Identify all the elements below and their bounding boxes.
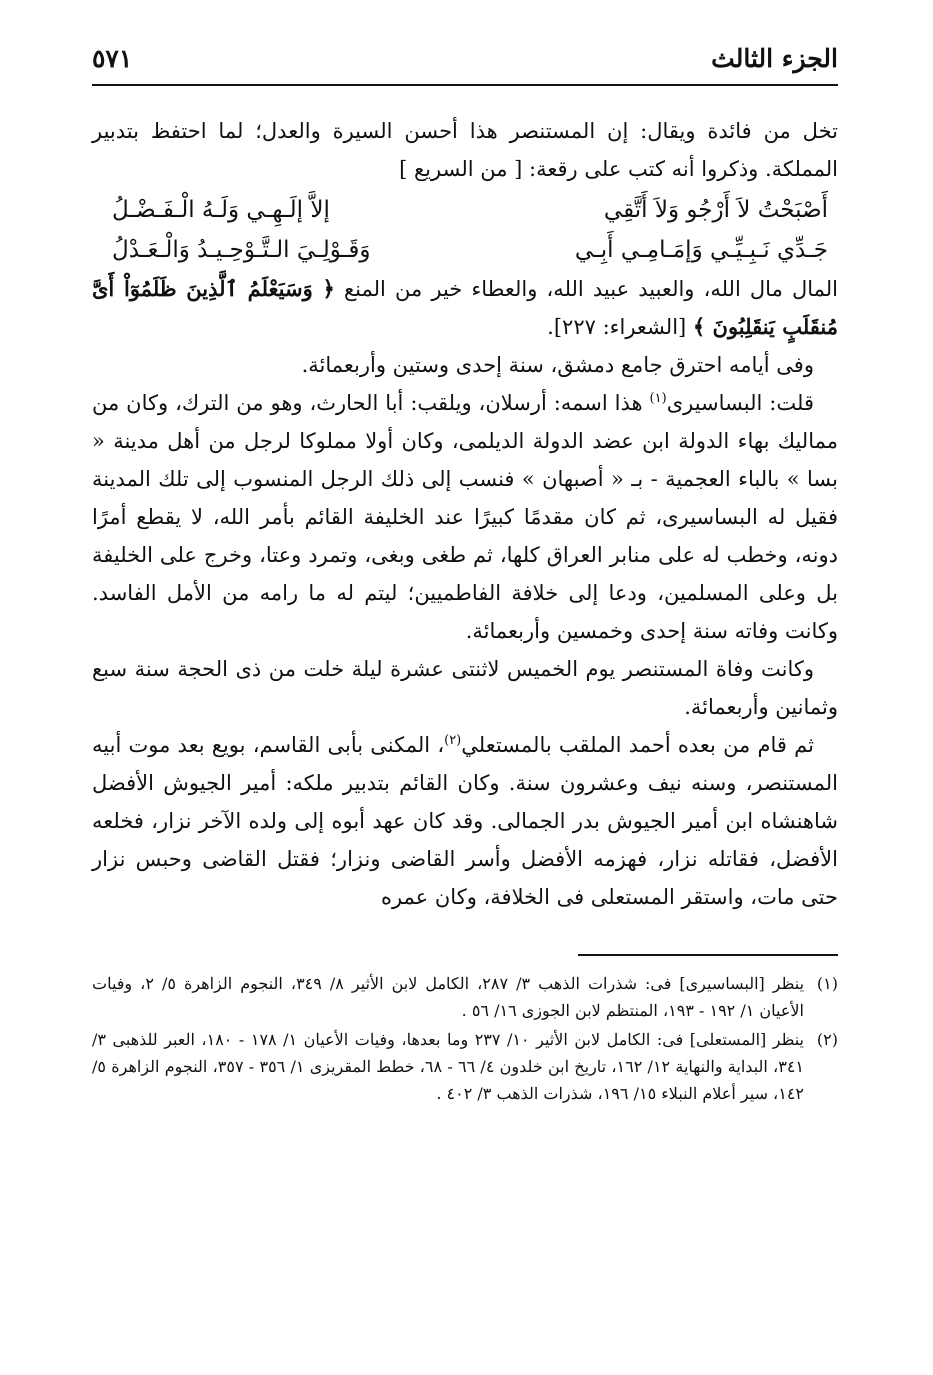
paragraph-6-start: ثم قام من بعده أحمد الملقب بالمستعلي xyxy=(461,733,814,757)
hemistich-2a: جَـدِّي نَـبِـيِّـي وَإمَـامِـي أَبِـي xyxy=(574,237,828,263)
paragraph-4-start: قلت: البساسيرى xyxy=(666,391,814,415)
main-text xyxy=(92,112,838,916)
paragraph-2 xyxy=(92,270,838,346)
running-title: الجزء الثالث xyxy=(711,44,838,73)
paragraph-4 xyxy=(92,384,838,650)
paragraph-5: وكانت وفاة المستنصر يوم الخميس لاثنتى عشرة ليلة خلت من ذى الحجة سنة سبع وثمانين وأربعمائة. xyxy=(92,657,838,719)
hemistich-2b: وَقَـوْلِـيَ الـتَّـوْحِـيـدُ وَالْـعَـدْلُ xyxy=(112,237,371,263)
footnote-text: ينظر [البساسيرى] فى: شذرات الذهب ٣/ ٢٨٧، الكامل لابن الأثير ٨/ ٣٤٩، النجوم الزاهرة ٥/ ٢، وفيات الأعيان ١/ ١٩٢ - ١٩٣، المنتظم لابن الجوزى ١٦/ ٥٦ . xyxy=(92,974,805,1020)
footnote-number: (١) xyxy=(816,974,838,993)
footnote-number: (٢) xyxy=(816,1030,838,1049)
paragraph-4-rest: هذا اسمه: أرسلان، ويلقب: أبا الحارث، وهو من الترك، وكان من مماليك بهاء الدولة ابن عضد الدولة الديلمى، وكان أولا مملوكا لرجل من أهل مدينة « بسا » بالباء العجمية - بـ « أصبهان » فنسب إلى ذلك الرجل المنسوب إلى تلك المدينة فقيل له البساسيرى، ثم كان مقدمًا كبيرًا عند الخليفة القائم بأمر الله، لا يقطع أمرًا دونه، وخطب له على منابر العراق كلها، ثم طغى وبغى، وتمرد وعتا، وخرج على الخليفة بل وعلى المسلمين، ودعا إلى خلافة الفاطميين؛ ليتم له ما رامه من الأمل الفاسد. وكانت وفاته سنة إحدى وخمسين وأربعمائة. xyxy=(92,391,838,643)
poem-verse xyxy=(92,190,838,270)
quran-quote: ﴿ وَسَيَعْلَمُ ٱلَّذِينَ ظَلَمُوٓاْ أَىَّ مُنقَلَبٍ يَنقَلِبُونَ ﴾ xyxy=(92,276,838,339)
footnote-1 xyxy=(92,970,838,1024)
footnote-ref-2[interactable]: (٢) xyxy=(444,733,462,748)
page-number: ٥٧١ xyxy=(92,44,133,73)
hemistich-1a: أَصْبَحْتُ لاَ أَرْجُو وَلاَ أَتَّقِي xyxy=(603,197,828,223)
paragraph-1: تخل من فائدة ويقال: إن المستنصر هذا أحسن السيرة والعدل؛ لما احتفظ بتدبير المملكة. وذكروا أنه كتب على رقعة: [ من السريع ] xyxy=(92,119,838,181)
paragraph-6-rest: ، المكنى بأبى القاسم، بويع بعد موت أبيه المستنصر، وسنه نيف وعشرون سنة. وكان القائم بتدبير ملكه: أمير الجيوش الأفضل شاهنشاه ابن أمير الجيوش بدر الجمالى. وقد كان عهد أبوه إلى ولده الآخر نزار، فخلعه الأفضل، فقاتله نزار، فهزمه الأفضل وأسر القاضى ونزار؛ فقتل القاضى وحبس نزار حتى مات، واستقر المستعلى فى الخلافة، وكان عمره xyxy=(92,733,838,909)
quran-reference: [الشعراء: ٢٢٧]. xyxy=(547,315,687,339)
book-page xyxy=(92,40,838,1340)
verse-line-1 xyxy=(92,190,838,230)
hemistich-1b: إلاَّ إلَـهِـي وَلَـهُ الْـفَـضْـلُ xyxy=(112,197,330,223)
footnotes xyxy=(92,970,838,1107)
footnote-ref-1[interactable]: (١) xyxy=(649,391,667,406)
page-header xyxy=(92,40,838,86)
paragraph-3: وفى أيامه احترق جامع دمشق، سنة إحدى وستين وأربعمائة. xyxy=(301,353,814,377)
paragraph-2-text: المال مال الله، والعبيد عبيد الله، والعطاء خير من المنع xyxy=(343,277,838,301)
footnote-divider xyxy=(578,954,838,956)
footnote-2 xyxy=(92,1026,838,1107)
paragraph-6 xyxy=(92,726,838,916)
footnote-text: ينظر [المستعلى] فى: الكامل لابن الأثير ١٠/ ٢٣٧ وما بعدها، وفيات الأعيان ١/ ١٧٨ - ١٨٠، العبر للذهبى ٣/ ٣٤١، البداية والنهاية ١٢/ ١٦٢، تاريخ ابن خلدون ٤/ ٦٦ - ٦٨، خطط المقريزى ١/ ٣٥٦ - ٣٥٧، النجوم الزاهرة ٥/ ١٤٢، سير أعلام النبلاء ١٥/ ١٩٦، شذرات الذهب ٣/ ٤٠٢ . xyxy=(92,1030,805,1103)
verse-line-2 xyxy=(92,230,838,270)
